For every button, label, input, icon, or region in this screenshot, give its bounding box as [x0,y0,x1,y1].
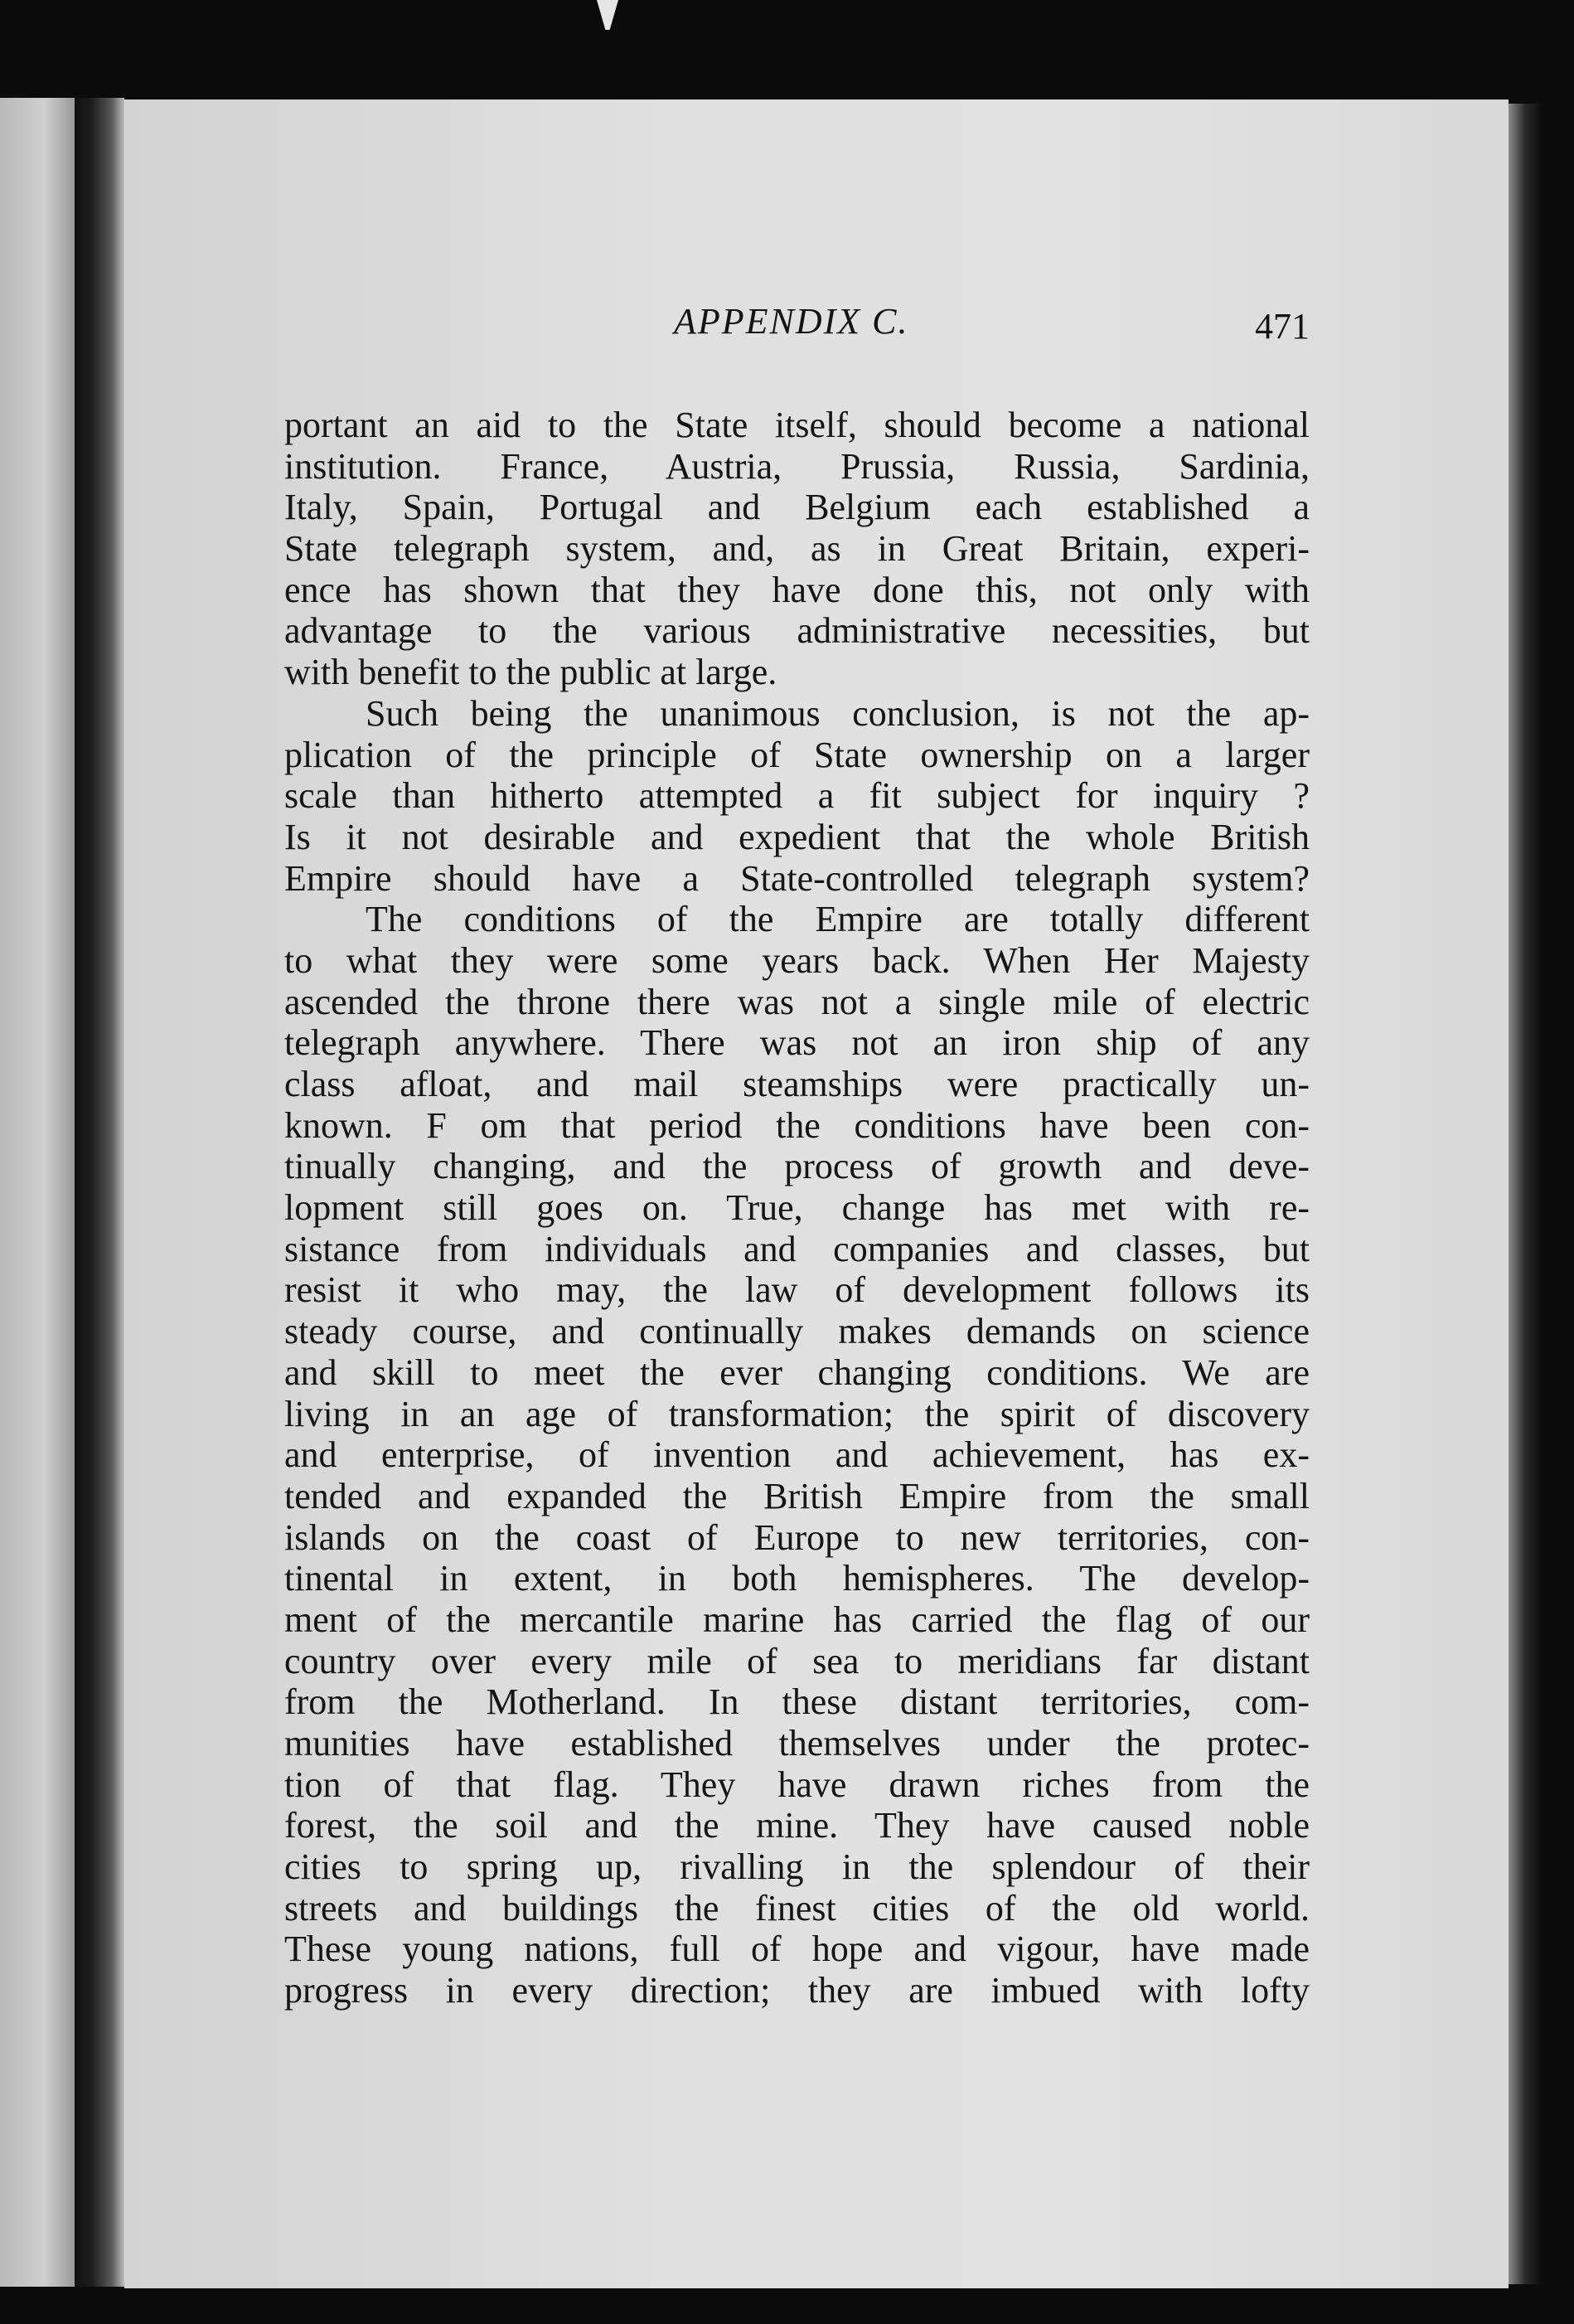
text-line: telegraph anywhere. There was not an iron ship of any [284,1022,1310,1064]
page-number: 471 [1255,306,1310,347]
text-line: advantage to the various administrative necessities, but [284,610,1310,652]
text-line: country over every mile of sea to meridians far distant [284,1640,1310,1681]
text-line: class afloat, and mail steamships were practically un- [284,1064,1310,1104]
text-line: from the Motherland. In these distant territories, com- [284,1681,1310,1723]
text-line: tinental in extent, in both hemispheres. The develop- [284,1558,1310,1599]
text-line: institution. France, Austria, Prussia, Russia, Sardinia, [284,445,1310,487]
text-line: forest, the soil and the mine. They have caused noble [284,1805,1310,1846]
binding-shadow [75,98,124,2287]
text-line: living in an age of transformation; the spirit of discovery [284,1393,1310,1434]
text-line: known. F om that period the conditions have been con- [284,1104,1310,1146]
body-text [284,405,1310,2011]
text-line: The conditions of the Empire are totally different [366,899,1310,940]
text-line: Italy, Spain, Portugal and Belgium each established a [284,487,1310,528]
text-line: and skill to meet the ever changing conditions. We are [284,1351,1310,1393]
text-line: Such being the unanimous conclusion, is not the ap- [366,692,1310,734]
text-line: tended and expanded the British Empire from the small [284,1475,1310,1516]
text-line: portant an aid to the State itself, should become a national [284,405,1310,445]
running-head [284,300,1310,358]
page-clip-mark [597,0,618,30]
text-line: streets and buildings the finest cities of the old world. [284,1887,1310,1929]
text-line: plication of the principle of State ownership on a larger [284,734,1310,775]
text-line: with benefit to the public at large. [284,652,777,693]
text-line: progress in every direction; they are imbued with lofty [284,1970,1310,2011]
text-line: tion of that flag. They have drawn riches from the [284,1764,1310,1805]
text-line: tinually changing, and the process of growth and deve- [284,1146,1310,1187]
text-line: scale than hitherto attempted a fit subject for inquiry ? [284,775,1310,817]
text-line: Empire should have a State-controlled telegraph system? [284,857,1310,899]
text-line: islands on the coast of Europe to new territories, con- [284,1516,1310,1558]
text-line: munities have established themselves under the protec- [284,1723,1310,1764]
text-line: ment of the mercantile marine has carried the flag of our [284,1599,1310,1640]
text-line: ence has shown that they have done this, not only with [284,569,1310,610]
text-line: lopment still goes on. True, change has met with re- [284,1187,1310,1229]
text-line: cities to spring up, rivalling in the splendour of their [284,1846,1310,1888]
text-line: resist it who may, the law of development follows its [284,1269,1310,1311]
text-line: ascended the throne there was not a single mile of electric [284,981,1310,1022]
text-line: sistance from individuals and companies and classes, but [284,1228,1310,1269]
text-line: Is it not desirable and expedient that the whole British [284,816,1310,857]
right-page-edge [1509,104,1542,2284]
text-line: steady course, and continually makes demands on science [284,1311,1310,1352]
text-line: These young nations, full of hope and vigour, have made [284,1929,1310,1970]
text-line: to what they were some years back. When Her Majesty [284,939,1310,981]
text-line: and enterprise, of invention and achievement, has ex- [284,1434,1310,1476]
text-line: State telegraph system, and, as in Great Britain, experi- [284,528,1310,570]
left-page-edge [0,98,75,2287]
running-head-title: APPENDIX C. [674,301,909,342]
